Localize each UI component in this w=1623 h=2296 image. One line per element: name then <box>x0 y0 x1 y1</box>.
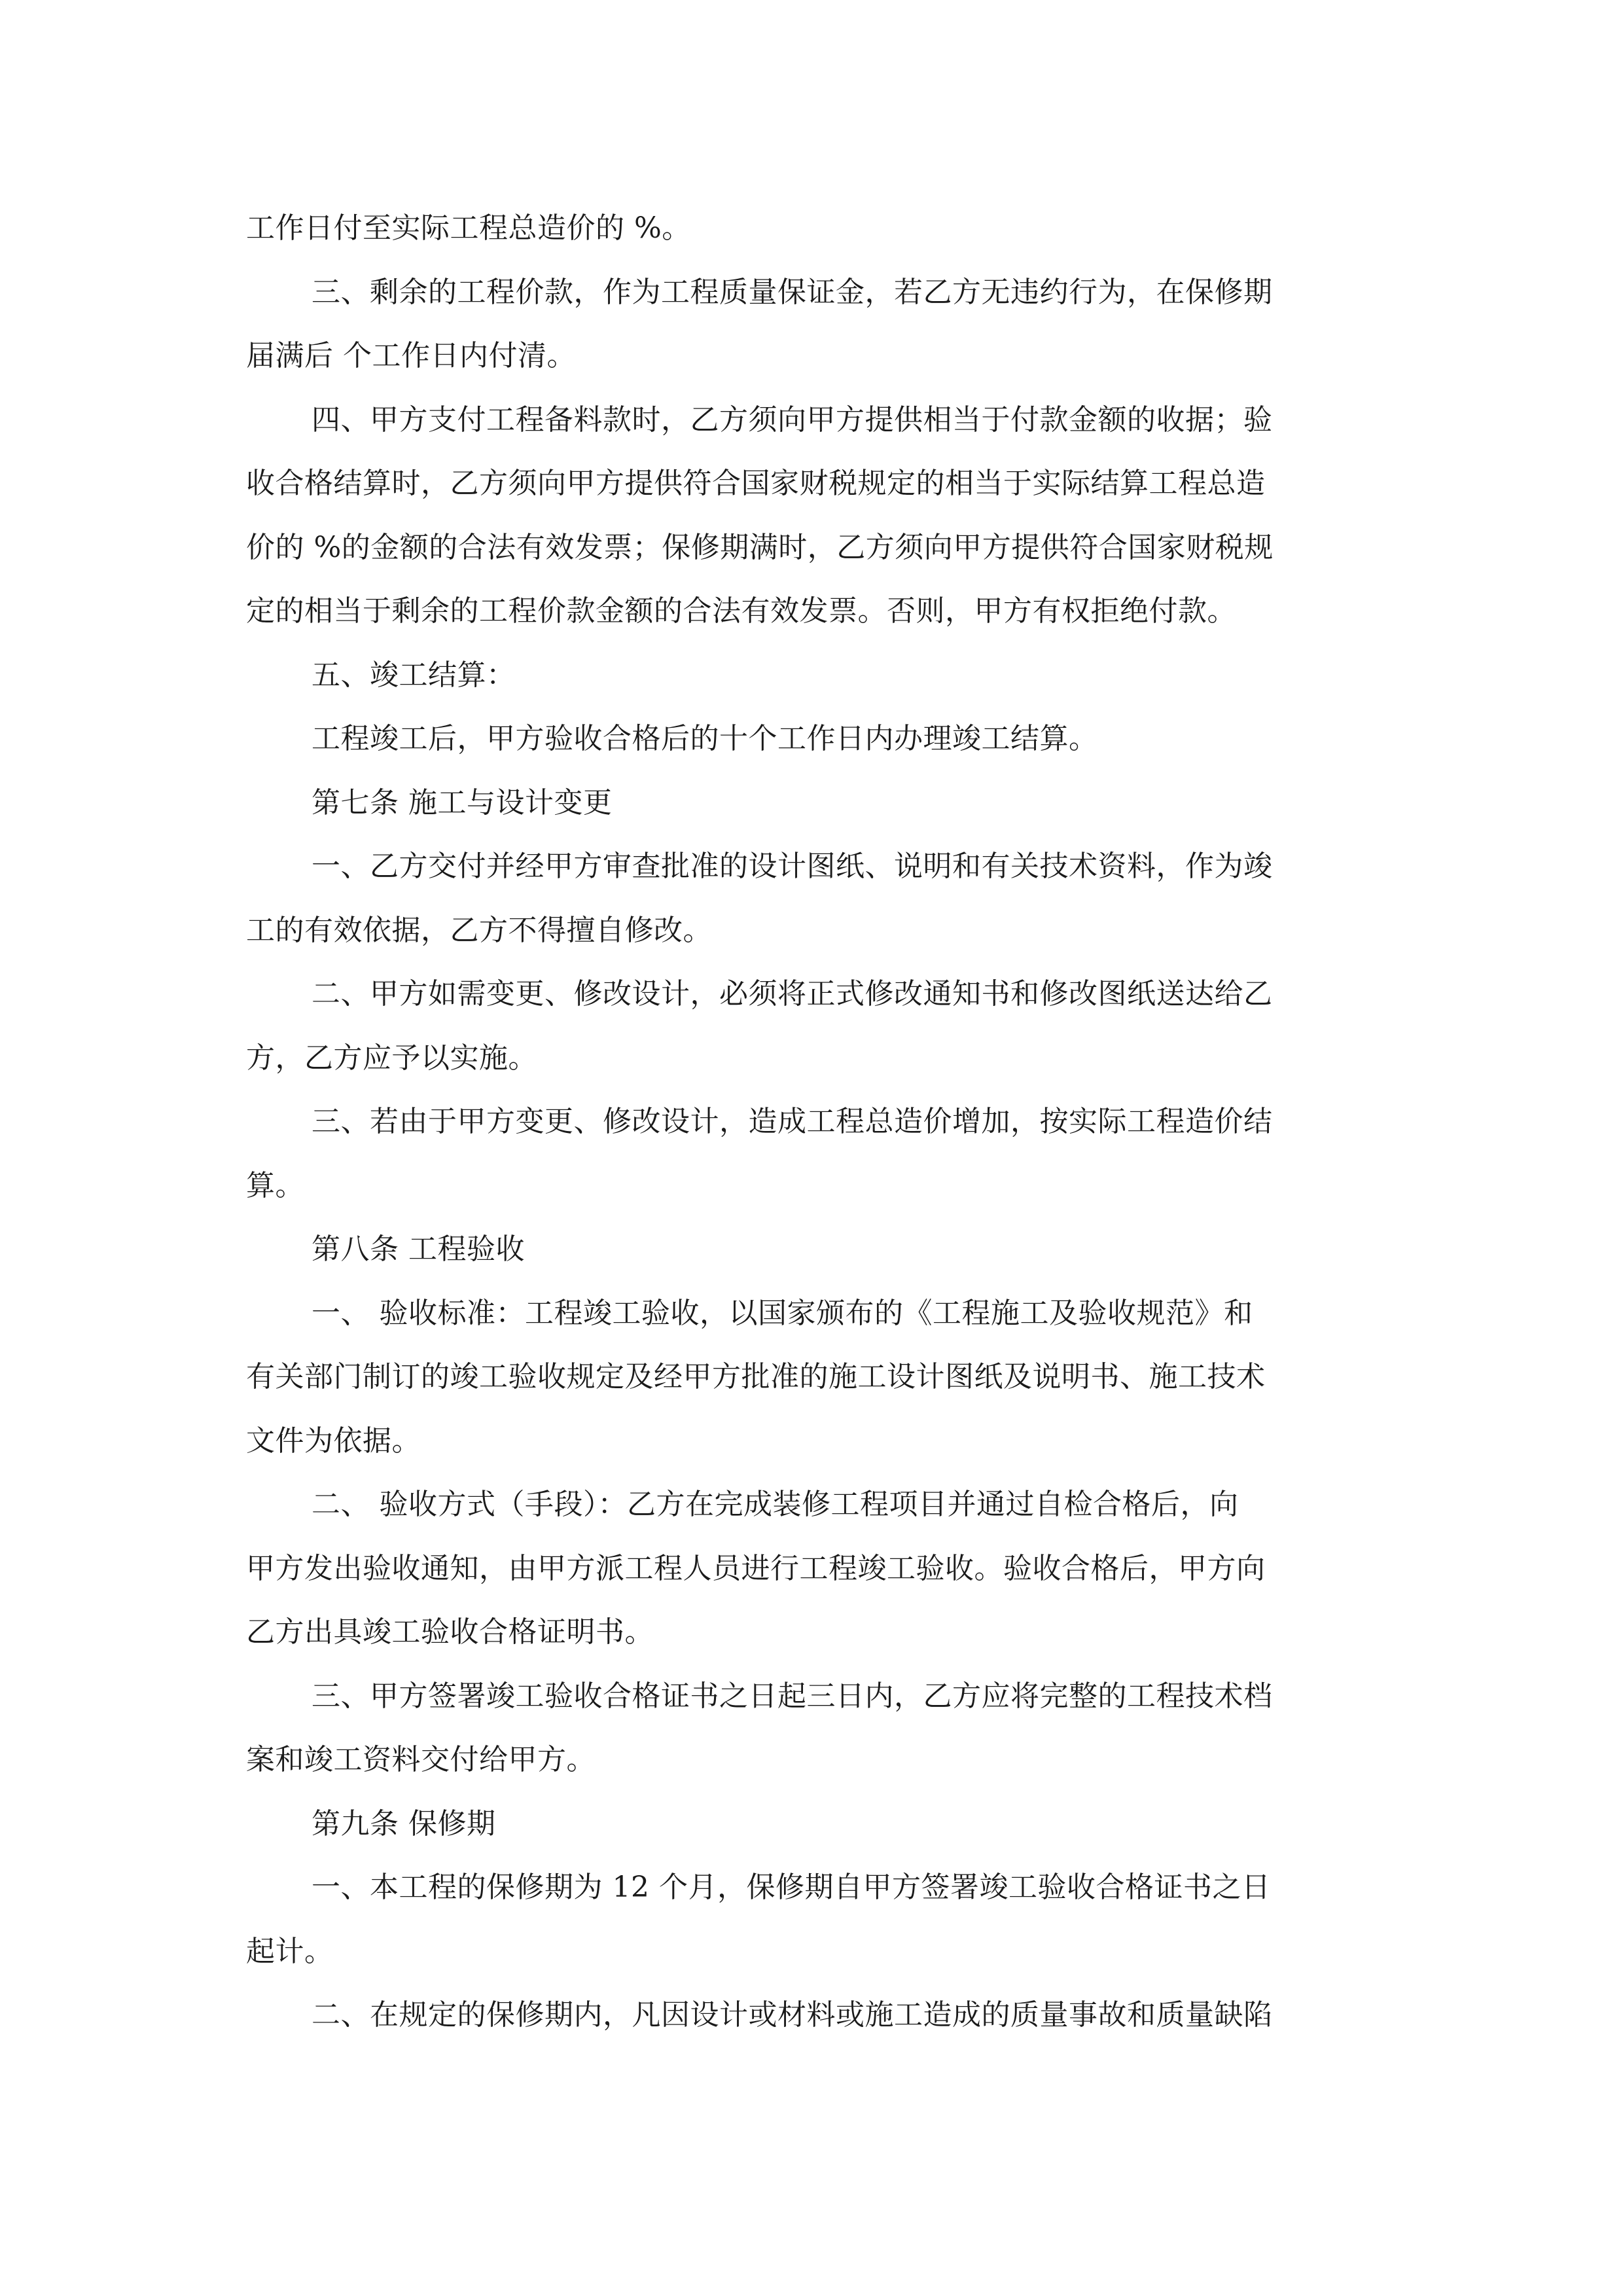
text-line: 三、剩余的工程价款，作为工程质量保证金，若乙方无违约行为，在保修期 <box>312 275 1273 309</box>
text-line: 二、甲方如需变更、修改设计，必须将正式修改通知书和修改图纸送达给乙 <box>312 977 1273 1011</box>
text-line: 有关部门制订的竣工验收规定及经甲方批准的施工设计图纸及说明书、施工技术 <box>246 1360 1266 1393</box>
text-line: 收合格结算时，乙方须向甲方提供符合国家财税规定的相当于实际结算工程总造 <box>246 467 1266 500</box>
text-line: 届满后 个工作日内付清。 <box>246 339 576 372</box>
article-heading: 第八条 工程验收 <box>312 1232 525 1266</box>
section-heading: 五、竣工结算： <box>312 658 516 692</box>
text-line: 甲方发出验收通知，由甲方派工程人员进行工程竣工验收。验收合格后，甲方向 <box>246 1551 1266 1585</box>
text-line: 工的有效依据，乙方不得擅自修改。 <box>246 913 712 947</box>
article-heading: 第九条 保修期 <box>312 1806 496 1840</box>
text-line: 三、若由于甲方变更、修改设计，造成工程总造价增加，按实际工程造价结 <box>312 1105 1273 1138</box>
article-heading: 第七条 施工与设计变更 <box>312 785 613 819</box>
text-line: 起计。 <box>246 1934 334 1968</box>
text-line: 工作日付至实际工程总造价的 %。 <box>246 211 691 245</box>
text-line: 一、本工程的保修期为 12 个月，保修期自甲方签署竣工验收合格证书之日 <box>312 1871 1271 1904</box>
text-line: 一、乙方交付并经甲方审查批准的设计图纸、说明和有关技术资料，作为竣 <box>312 850 1273 883</box>
text-line: 一、 验收标准：工程竣工验收，以国家颁布的《工程施工及验收规范》和 <box>312 1296 1253 1330</box>
text-line: 乙方出具竣工验收合格证明书。 <box>246 1615 654 1649</box>
text-line: 三、甲方签署竣工验收合格证书之日起三日内，乙方应将完整的工程技术档 <box>312 1679 1273 1713</box>
text-line: 算。 <box>246 1168 304 1202</box>
text-line: 二、在规定的保修期内，凡因设计或材料或施工造成的质量事故和质量缺陷 <box>312 1998 1273 2032</box>
text-line: 定的相当于剩余的工程价款金额的合法有效发票。否则，甲方有权拒绝付款。 <box>246 594 1236 628</box>
text-line: 二、 验收方式（手段）：乙方在完成装修工程项目并通过自检合格后，向 <box>312 1488 1239 1521</box>
text-line: 四、甲方支付工程备料款时，乙方须向甲方提供相当于付款金额的收据；验 <box>312 403 1273 437</box>
document-body <box>246 196 1382 2047</box>
text-line: 价的 %的金额的合法有效发票；保修期满时，乙方须向甲方提供符合国家财税规 <box>246 530 1274 564</box>
text-line: 工程竣工后，甲方验收合格后的十个工作日内办理竣工结算。 <box>312 722 1098 755</box>
text-line: 文件为依据。 <box>246 1424 421 1458</box>
text-line: 方，乙方应予以实施。 <box>246 1041 537 1075</box>
text-line: 案和竣工资料交付给甲方。 <box>246 1743 596 1776</box>
